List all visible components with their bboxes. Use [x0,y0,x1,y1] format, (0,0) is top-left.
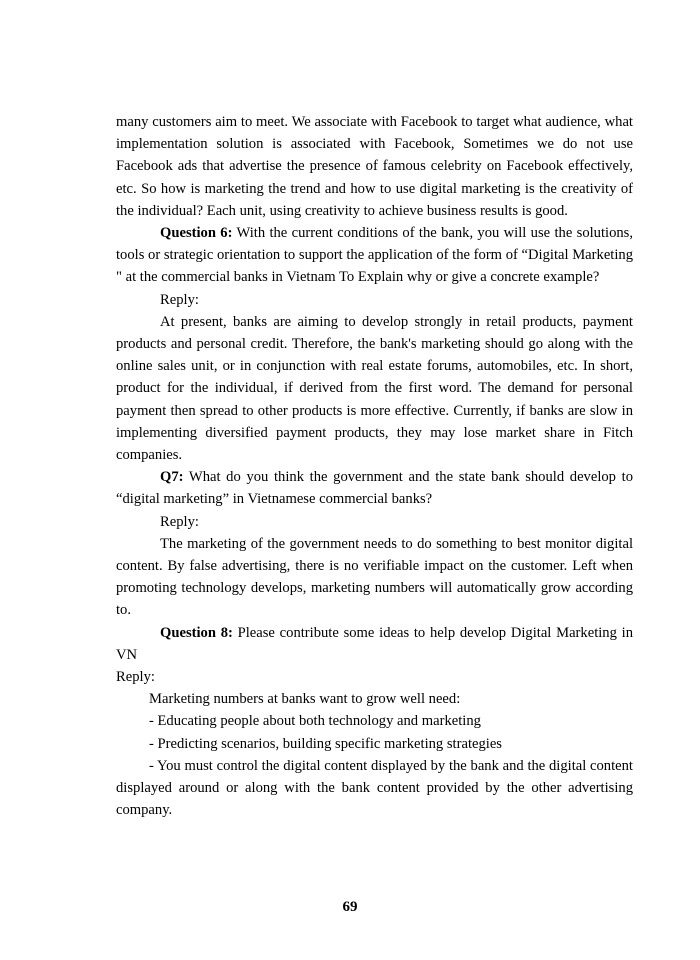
paragraph-continuation: many customers aim to meet. We associate with Facebook to target what audience, what implementation solution is associated with Facebook, Sometimes we do not use Facebook ads that advertise the presence of famous celebrity on Facebook effectively, etc. So how is marketing the trend and how to use digital marketing is the creativity of the individual? Each unit, using creativity to achieve business results is good. [116,114,633,219]
question-6 [116,222,633,289]
answer-8-intro: Marketing numbers at banks want to grow well need: [149,691,461,708]
question-6-label: Question 6: [160,225,233,242]
reply-label-3: Reply: [116,669,155,686]
question-7-label: Q7: [160,469,184,486]
question-8-label: Question 8: [160,624,233,641]
question-7-text: What do you think the government and the state bank should develop to “digital marketing” in Vietnamese commercial banks? [116,469,633,508]
reply-label-2: Reply: [160,513,199,530]
reply-label-1: Reply: [160,291,199,308]
question-8 [116,622,633,666]
question-7 [116,466,633,510]
question-6-text: With the current conditions of the bank, you will use the solutions, tools or strategic orientation to support the application of the form of “Digital Marketing " at the commercial banks in Vietnam To Explain why or give a concrete example? [116,225,633,286]
answer-7: The marketing of the government needs to do something to best monitor digital content. By false advertising, there is no verifiable impact on the customer. Left when promoting technology develops, marketing numbers will automatically grow according to. [116,535,633,619]
answer-6: At present, banks are aiming to develop strongly in retail products, payment products and personal credit. Therefore, the bank's marketing should go along with the online sales unit, or in conjunction with real estate forums, automobiles, etc. In short, product for the individual, if derived from the first word. The demand for personal payment then spread to other products is more effective. Currently, if banks are slow in implementing diversified payment products, they may lose market share in Fitch companies. [116,313,633,464]
question-8-text: Please contribute some ideas to help develop Digital Marketing in VN [116,624,633,663]
answer-8-item: - Predicting scenarios, building specific marketing strategies [149,735,502,752]
answer-8-item: - You must control the digital content displayed by the bank and the digital content displayed around or along with the bank content provided by the other advertising company. [116,757,633,819]
page-number: 69 [342,899,358,915]
body-text [116,111,633,822]
answer-8-item: - Educating people about both technology and marketing [149,713,481,730]
